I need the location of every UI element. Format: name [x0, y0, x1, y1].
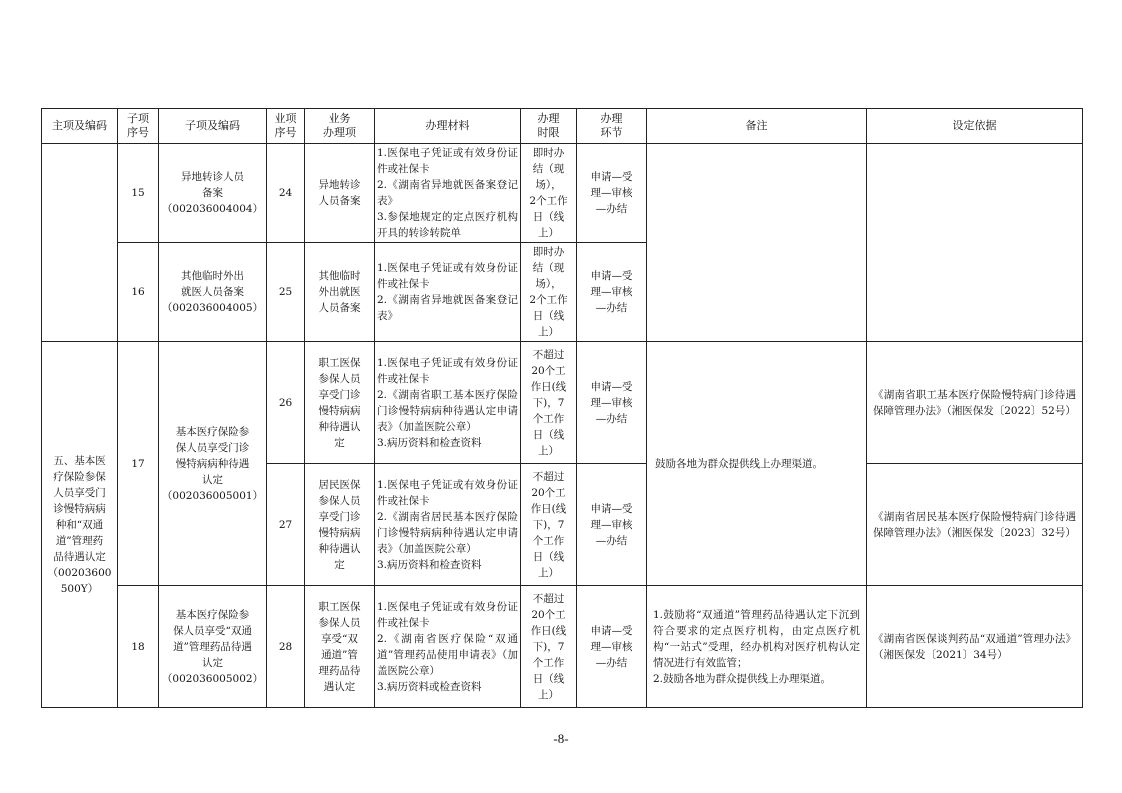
- time-limit-cell: [521, 342, 577, 464]
- text-line: 场），: [535, 278, 562, 290]
- table-row: [42, 586, 1083, 708]
- text-line: 即时办: [532, 147, 565, 159]
- header-biz-number: [267, 109, 305, 144]
- header-process-step: [577, 109, 647, 144]
- text-line: 其他临时外出: [181, 270, 244, 282]
- text-line: 诊慢特病病: [53, 502, 106, 515]
- sub-item-cell: [159, 342, 267, 586]
- biz-number-cell: 27: [267, 464, 305, 586]
- materials-cell: [375, 342, 521, 464]
- text-line: —办结: [595, 412, 628, 425]
- text-line: 办理项: [323, 126, 356, 139]
- sub-item-cell: [159, 243, 267, 342]
- text-line: 人员备案: [318, 195, 361, 207]
- biz-number-cell: 25: [267, 243, 305, 342]
- biz-number-cell: 28: [267, 586, 305, 708]
- table-row: [42, 144, 1083, 243]
- process-step-cell: [577, 144, 647, 243]
- biz-item-cell: [305, 243, 375, 342]
- time-limit-cell: [521, 586, 577, 708]
- main-item-cell: [42, 342, 118, 708]
- text-line: （00203600: [47, 566, 112, 579]
- header-remark: 备注: [647, 109, 867, 144]
- text-line: —办结: [595, 302, 628, 314]
- text-line: 1.医保电子凭证或有效身份证件或社保卡: [377, 478, 518, 507]
- text-line: 子项: [127, 112, 149, 125]
- text-line: 疗保险参保: [53, 470, 106, 483]
- text-line: 个工作: [532, 656, 565, 669]
- text-line: 通道”管: [321, 648, 358, 661]
- text-line: 外出就医: [318, 286, 361, 298]
- text-line: 日（线: [532, 428, 565, 441]
- text-line: 职工医保: [318, 356, 361, 369]
- text-line: 个工作: [532, 412, 565, 425]
- basis-cell: 《湖南省职工基本医疗保险慢特病门诊待遇保障管理办法》（湘医保发〔2022〕52号）: [867, 342, 1083, 464]
- text-line: 参保人员: [318, 494, 361, 507]
- sub-number-cell: 17: [118, 342, 159, 586]
- text-line: 慢特病病种待遇: [175, 457, 250, 470]
- biz-item-cell: [305, 464, 375, 586]
- text-line: 遇认定: [323, 680, 356, 693]
- header-basis: 设定依据: [867, 109, 1083, 144]
- text-line: 1.医保电子凭证或有效身份证件或社保卡: [377, 600, 518, 629]
- text-line: 作日(线: [530, 624, 567, 637]
- page-number: -8-: [553, 731, 569, 746]
- text-line: 2.《湖南省居民基本医疗保险门诊慢特病病种待遇认定申请表》（加盖医院公章）: [377, 510, 518, 555]
- text-line: 上）: [538, 566, 559, 579]
- text-line: 作日(线: [530, 380, 567, 393]
- text-line: 个工作: [532, 534, 565, 547]
- text-line: 上）: [538, 444, 559, 457]
- text-line: 上）: [538, 326, 559, 338]
- text-line: 3.病历资料或检查资料: [377, 680, 482, 693]
- header-sub-number: [118, 109, 159, 144]
- text-line: 结（现: [532, 262, 565, 274]
- text-line: 认定: [202, 656, 223, 669]
- text-line: 享受门诊: [318, 510, 361, 523]
- remark-cell-empty: [647, 144, 867, 342]
- text-line: 3.参保地规定的定点医疗机构开具的转诊转院单: [377, 211, 518, 239]
- text-line: 基本医疗保险参: [175, 608, 250, 621]
- text-line: 时限: [537, 126, 560, 139]
- text-line: 享受“双: [321, 632, 358, 645]
- text-line: 日（线: [532, 550, 565, 563]
- text-line: 2.《湖南省异地就医备案登记表》: [377, 179, 518, 207]
- text-line: 不超过: [532, 348, 565, 361]
- text-line: 下)，7: [532, 640, 565, 653]
- text-line: 申请—受: [590, 171, 633, 183]
- text-line: 理—审核: [590, 286, 633, 298]
- sub-item-cell: [159, 586, 267, 708]
- text-line: 慢特病病: [318, 526, 361, 539]
- text-line: 申请—受: [590, 624, 633, 637]
- header-biz-item: [305, 109, 375, 144]
- process-step-cell: [577, 243, 647, 342]
- text-line: 备案: [202, 187, 223, 199]
- text-line: 2个工作: [529, 294, 568, 306]
- text-line: 保人员享受门诊: [175, 441, 250, 454]
- text-line: 保人员享受“双通: [173, 624, 252, 637]
- text-line: 即时办: [532, 246, 565, 258]
- text-line: 结（现: [532, 163, 565, 175]
- text-line: 作日(线: [530, 502, 567, 515]
- text-line: 1.医保电子凭证或有效身份证件或社保卡: [377, 262, 518, 290]
- text-line: 上）: [538, 688, 559, 701]
- process-step-cell: [577, 586, 647, 708]
- text-line: 1.鼓励将“双通道”管理药品待遇认定下沉到符合要求的定点医疗机构，由定点医疗机构“一站式”受理，经办机构对医疗机构认定情况进行有效监管；: [653, 608, 860, 669]
- text-line: 3.病历资料和检查资料: [377, 558, 482, 571]
- text-line: 2.鼓励各地为群众提供线上办理渠道。: [653, 672, 832, 685]
- text-line: （002036004004）: [161, 203, 264, 215]
- materials-cell: [375, 586, 521, 708]
- remark-cell: [647, 586, 867, 708]
- materials-cell: [375, 243, 521, 342]
- text-line: 异地转诊: [318, 179, 361, 191]
- text-line: 慢特病病: [318, 404, 361, 417]
- sub-number-cell: 18: [118, 586, 159, 708]
- text-line: 定: [334, 558, 345, 571]
- text-line: 日（线: [532, 310, 565, 322]
- basis-cell: 《湖南省医保谈判药品“双通道”管理办法》（湘医保发〔2021〕34号）: [867, 586, 1083, 708]
- text-line: 参保人员: [318, 616, 361, 629]
- text-line: 20个工: [531, 608, 566, 621]
- remark-cell: 鼓励各地为群众提供线上办理渠道。: [647, 342, 867, 586]
- text-line: 职工医保: [318, 600, 361, 613]
- time-limit-cell: [521, 144, 577, 243]
- text-line: 其他临时: [318, 270, 361, 282]
- text-line: 办理: [600, 112, 623, 125]
- text-line: 500Y）: [60, 582, 99, 595]
- text-line: 申请—受: [590, 380, 633, 393]
- text-line: 场），: [535, 179, 562, 191]
- text-line: 人员备案: [318, 302, 361, 314]
- header-time-limit: [521, 109, 577, 144]
- text-line: 居民医保: [318, 478, 361, 491]
- text-line: 业务: [328, 112, 351, 125]
- text-line: 3.病历资料和检查资料: [377, 436, 482, 449]
- time-limit-cell: [521, 464, 577, 586]
- text-line: 申请—受: [590, 270, 633, 282]
- materials-cell: [375, 464, 521, 586]
- text-line: 种和“双通: [55, 518, 104, 531]
- biz-item-cell: [305, 144, 375, 243]
- text-line: 业项: [274, 112, 297, 125]
- text-line: 1.医保电子凭证或有效身份证件或社保卡: [377, 356, 518, 385]
- table-row: [42, 342, 1083, 464]
- biz-item-cell: [305, 586, 375, 708]
- sub-number-cell: 16: [118, 243, 159, 342]
- header-materials: 办理材料: [375, 109, 521, 144]
- text-line: 序号: [274, 126, 297, 139]
- text-line: 人员享受门: [53, 486, 106, 499]
- text-line: —办结: [595, 534, 628, 547]
- text-line: 办理: [537, 112, 560, 125]
- text-line: 日（线: [532, 211, 565, 223]
- text-line: 环节: [600, 126, 623, 139]
- table-header-row: [42, 109, 1083, 144]
- basis-cell-empty: [867, 144, 1083, 342]
- sub-number-cell: 15: [118, 144, 159, 243]
- text-line: 道”管理药: [55, 534, 104, 547]
- text-line: 理—审核: [590, 396, 633, 409]
- text-line: 2.《湖南省职工基本医疗保险门诊慢特病病种待遇认定申请表》（加盖医院公章）: [377, 388, 518, 433]
- text-line: 日（线: [532, 672, 565, 685]
- text-line: 理药品待: [318, 664, 361, 677]
- text-line: 2.《湖南省异地就医备案登记表》: [377, 294, 518, 322]
- process-step-cell: [577, 342, 647, 464]
- text-line: 种待遇认: [318, 542, 361, 555]
- text-line: 道”管理药品待遇: [173, 640, 252, 653]
- time-limit-cell: [521, 243, 577, 342]
- service-table: [41, 108, 1083, 708]
- text-line: （002036004005）: [161, 302, 264, 314]
- text-line: 2个工作: [529, 195, 568, 207]
- sub-item-cell: [159, 144, 267, 243]
- text-line: 2.《湖南省医疗保险“双通道”管理药品使用申请表》（加盖医院公章）: [377, 632, 518, 677]
- process-step-cell: [577, 464, 647, 586]
- biz-item-cell: [305, 342, 375, 464]
- text-line: 不超过: [532, 470, 565, 483]
- text-line: 理—审核: [590, 518, 633, 531]
- text-line: 20个工: [531, 364, 566, 377]
- text-line: 享受门诊: [318, 388, 361, 401]
- text-line: 参保人员: [318, 372, 361, 385]
- text-line: 下)，7: [532, 518, 565, 531]
- text-line: 序号: [127, 126, 149, 139]
- text-line: 认定: [202, 473, 223, 486]
- text-line: 品待遇认定: [53, 550, 106, 563]
- text-line: （002036005001）: [161, 489, 264, 502]
- text-line: 理—审核: [590, 187, 633, 199]
- text-line: 异地转诊人员: [181, 171, 244, 183]
- text-line: 申请—受: [590, 502, 633, 515]
- text-line: 下)，7: [532, 396, 565, 409]
- text-line: 五、基本医: [53, 454, 106, 467]
- biz-number-cell: 26: [267, 342, 305, 464]
- text-line: 理—审核: [590, 640, 633, 653]
- text-line: —办结: [595, 203, 628, 215]
- materials-cell: [375, 144, 521, 243]
- text-line: （002036005002）: [161, 672, 264, 685]
- basis-cell: 《湖南省居民基本医疗保险慢特病门诊待遇保障管理办法》（湘医保发〔2023〕32号）: [867, 464, 1083, 586]
- text-line: 基本医疗保险参: [175, 425, 250, 438]
- text-line: 20个工: [531, 486, 566, 499]
- main-item-cell-empty: [42, 144, 118, 342]
- text-line: —办结: [595, 656, 628, 669]
- biz-number-cell: 24: [267, 144, 305, 243]
- text-line: 种待遇认: [318, 420, 361, 433]
- header-sub-item: 子项及编码: [159, 109, 267, 144]
- text-line: 就医人员备案: [181, 286, 244, 298]
- text-line: 1.医保电子凭证或有效身份证件或社保卡: [377, 147, 518, 175]
- header-main-item: 主项及编码: [42, 109, 118, 144]
- text-line: 定: [334, 436, 345, 449]
- text-line: 不超过: [532, 592, 565, 605]
- text-line: 上）: [538, 227, 559, 239]
